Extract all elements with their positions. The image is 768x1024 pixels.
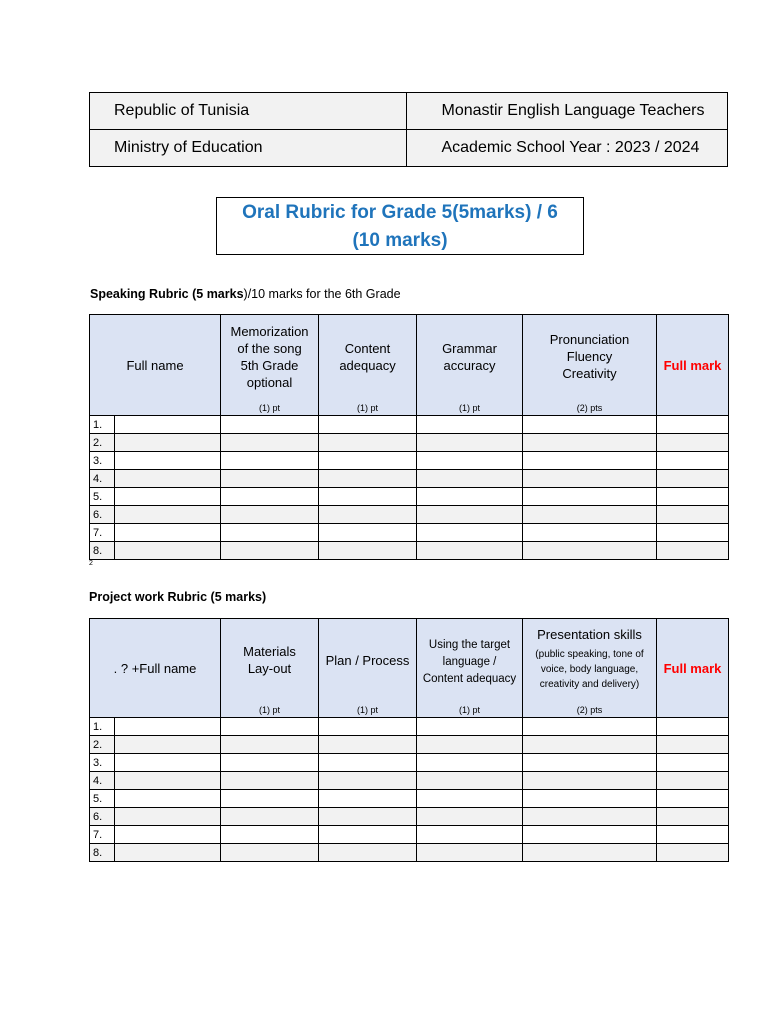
- row-number: 8.: [90, 542, 115, 560]
- score-cell[interactable]: [417, 754, 523, 772]
- score-cell[interactable]: [221, 506, 319, 524]
- score-cell[interactable]: [657, 808, 729, 826]
- column-header-label: Fluency: [566, 349, 613, 364]
- table-row: [90, 506, 729, 524]
- speaking-heading-bold: Speaking Rubric (5 marks: [90, 287, 244, 301]
- points-label: (1) pt: [356, 705, 378, 715]
- column-header-label: Content adequacy: [422, 673, 517, 685]
- score-cell[interactable]: [221, 434, 319, 452]
- header-row: [90, 93, 728, 130]
- score-cell[interactable]: [657, 452, 729, 470]
- score-cell[interactable]: [523, 736, 657, 754]
- points-label: (1) pt: [259, 403, 281, 413]
- table-row: [90, 754, 729, 772]
- title-line-2: (10 marks): [352, 230, 448, 251]
- score-cell[interactable]: [523, 790, 657, 808]
- points-label: (1) pt: [459, 403, 481, 413]
- country-cell: Republic of Tunisia: [90, 93, 407, 130]
- row-number: 3.: [90, 754, 115, 772]
- score-cell[interactable]: [115, 754, 221, 772]
- column-header-label: optional: [246, 375, 293, 390]
- score-cell[interactable]: [417, 736, 523, 754]
- score-cell[interactable]: [319, 790, 417, 808]
- row-number: 1.: [90, 416, 115, 434]
- column-header-label: Plan / Process: [325, 653, 410, 668]
- col-materials: [221, 619, 319, 718]
- project-rubric-heading: Project work Rubric (5 marks): [89, 590, 267, 604]
- score-cell[interactable]: [221, 416, 319, 434]
- score-cell[interactable]: [115, 470, 221, 488]
- score-cell[interactable]: [523, 718, 657, 736]
- score-cell[interactable]: [221, 808, 319, 826]
- score-cell[interactable]: [319, 470, 417, 488]
- column-header-label: Full name: [126, 357, 184, 373]
- score-cell[interactable]: [221, 452, 319, 470]
- column-header-label: language /: [442, 656, 497, 668]
- row-number: 1.: [90, 718, 115, 736]
- col-full-name: [90, 619, 221, 718]
- row-number: 5.: [90, 488, 115, 506]
- points-label: (1) pt: [357, 403, 379, 413]
- score-cell[interactable]: [523, 844, 657, 862]
- score-cell[interactable]: [319, 772, 417, 790]
- score-cell[interactable]: [115, 772, 221, 790]
- table-row: [90, 736, 729, 754]
- score-cell[interactable]: [221, 826, 319, 844]
- score-cell[interactable]: [523, 416, 657, 434]
- score-cell[interactable]: [115, 844, 221, 862]
- score-cell[interactable]: [115, 826, 221, 844]
- score-cell[interactable]: [319, 718, 417, 736]
- score-cell[interactable]: [221, 542, 319, 560]
- score-cell[interactable]: [221, 736, 319, 754]
- table-row: [90, 808, 729, 826]
- score-cell[interactable]: [417, 542, 523, 560]
- column-header-label: accuracy: [443, 358, 496, 373]
- score-cell[interactable]: [115, 506, 221, 524]
- project-rubric-table: [89, 618, 729, 862]
- col-full-mark: Full mark: [657, 619, 729, 718]
- score-cell[interactable]: [221, 470, 319, 488]
- score-cell[interactable]: [221, 524, 319, 542]
- column-header-label: creativity and delivery): [539, 679, 640, 690]
- column-header-label: Grammar: [442, 341, 497, 356]
- row-number: 2.: [90, 434, 115, 452]
- score-cell[interactable]: [417, 416, 523, 434]
- points-label: (2) pts: [576, 705, 603, 715]
- score-cell[interactable]: [657, 542, 729, 560]
- score-cell[interactable]: [319, 736, 417, 754]
- score-cell[interactable]: [657, 772, 729, 790]
- col-grammar-accuracy: [417, 315, 523, 416]
- score-cell[interactable]: [319, 542, 417, 560]
- score-cell[interactable]: [523, 542, 657, 560]
- school-year-cell: Academic School Year : 2023 / 2024: [407, 130, 728, 167]
- score-cell[interactable]: [417, 808, 523, 826]
- column-header-label: Presentation skills: [537, 627, 642, 642]
- score-cell[interactable]: [523, 826, 657, 844]
- table-row: [90, 416, 729, 434]
- score-cell[interactable]: [523, 524, 657, 542]
- score-cell[interactable]: [657, 718, 729, 736]
- organization-cell: Monastir English Language Teachers: [407, 93, 728, 130]
- document-title: [216, 197, 584, 255]
- score-cell[interactable]: [523, 772, 657, 790]
- score-cell[interactable]: [657, 416, 729, 434]
- row-number: 6.: [90, 506, 115, 524]
- table-row: [90, 470, 729, 488]
- score-cell[interactable]: [523, 506, 657, 524]
- table-row: [90, 790, 729, 808]
- score-cell[interactable]: [657, 790, 729, 808]
- table-row: [90, 826, 729, 844]
- score-cell[interactable]: [319, 506, 417, 524]
- col-full-name: [90, 315, 221, 416]
- column-header-label: voice, body language,: [540, 664, 639, 675]
- score-cell[interactable]: [221, 790, 319, 808]
- score-cell[interactable]: [319, 434, 417, 452]
- score-cell[interactable]: [417, 844, 523, 862]
- score-cell[interactable]: [221, 488, 319, 506]
- score-cell[interactable]: [319, 826, 417, 844]
- row-number: 5.: [90, 790, 115, 808]
- row-number: 7.: [90, 524, 115, 542]
- column-header-label: Memorization: [230, 324, 309, 339]
- row-number: 3.: [90, 452, 115, 470]
- column-header-label: Creativity: [562, 366, 617, 381]
- score-cell[interactable]: [319, 754, 417, 772]
- column-header-label: Content: [344, 341, 391, 356]
- score-cell[interactable]: [417, 506, 523, 524]
- score-cell[interactable]: [523, 434, 657, 452]
- speaking-header-row: [90, 315, 729, 416]
- score-cell[interactable]: [523, 488, 657, 506]
- score-cell[interactable]: [115, 434, 221, 452]
- header-row: [90, 130, 728, 167]
- score-cell[interactable]: [221, 844, 319, 862]
- column-header-label: adequacy: [339, 358, 396, 373]
- score-cell[interactable]: [657, 736, 729, 754]
- title-line-1: Oral Rubric for Grade 5(5marks) / 6: [242, 202, 558, 223]
- row-number: 7.: [90, 826, 115, 844]
- row-number: 4.: [90, 772, 115, 790]
- table-row: [90, 452, 729, 470]
- score-cell[interactable]: [221, 718, 319, 736]
- column-header-label: (public speaking, tone of: [535, 649, 644, 660]
- score-cell[interactable]: [115, 524, 221, 542]
- score-cell[interactable]: [319, 416, 417, 434]
- score-cell[interactable]: [319, 808, 417, 826]
- col-memorization: [221, 315, 319, 416]
- column-header-label: . ? +Full name: [113, 660, 197, 676]
- score-cell[interactable]: [417, 452, 523, 470]
- score-cell[interactable]: [221, 772, 319, 790]
- col-target-language: [417, 619, 523, 718]
- col-pronunciation: [523, 315, 657, 416]
- project-header-row: [90, 619, 729, 718]
- score-cell[interactable]: [417, 434, 523, 452]
- score-cell[interactable]: [657, 826, 729, 844]
- score-cell[interactable]: [657, 434, 729, 452]
- score-cell[interactable]: [657, 488, 729, 506]
- score-cell[interactable]: [657, 470, 729, 488]
- table-row: [90, 488, 729, 506]
- speaking-rubric-heading: [90, 287, 401, 301]
- score-cell[interactable]: [523, 452, 657, 470]
- header-info-table: [89, 92, 728, 167]
- score-cell[interactable]: [115, 416, 221, 434]
- footnote-marker: 2: [89, 560, 93, 567]
- col-full-mark: Full mark: [657, 315, 729, 416]
- score-cell[interactable]: [221, 754, 319, 772]
- score-cell[interactable]: [523, 808, 657, 826]
- points-label: (2) pts: [576, 403, 603, 413]
- col-presentation-skills: [523, 619, 657, 718]
- score-cell[interactable]: [417, 772, 523, 790]
- table-row: [90, 542, 729, 560]
- score-cell[interactable]: [115, 736, 221, 754]
- table-row: [90, 434, 729, 452]
- row-number: 2.: [90, 736, 115, 754]
- score-cell[interactable]: [319, 524, 417, 542]
- score-cell[interactable]: [115, 808, 221, 826]
- row-number: 8.: [90, 844, 115, 862]
- points-label: (1) pt: [258, 705, 280, 715]
- column-header-label: of the song: [237, 341, 302, 356]
- row-number: 4.: [90, 470, 115, 488]
- score-cell[interactable]: [115, 718, 221, 736]
- score-cell[interactable]: [417, 488, 523, 506]
- column-header-label: Materials: [243, 644, 296, 659]
- score-cell[interactable]: [523, 470, 657, 488]
- ministry-cell: Ministry of Education: [90, 130, 407, 167]
- score-cell[interactable]: [417, 524, 523, 542]
- column-header-label: Using the target: [428, 639, 511, 651]
- column-header-label: 5th Grade: [240, 358, 299, 373]
- score-cell[interactable]: [417, 470, 523, 488]
- col-plan-process: [319, 619, 417, 718]
- column-header-label: Pronunciation: [549, 332, 630, 347]
- col-content-adequacy: [319, 315, 417, 416]
- score-cell[interactable]: [657, 844, 729, 862]
- score-cell[interactable]: [115, 488, 221, 506]
- points-label: (1) pt: [458, 705, 480, 715]
- score-cell[interactable]: [319, 488, 417, 506]
- score-cell[interactable]: [417, 718, 523, 736]
- table-row: [90, 772, 729, 790]
- score-cell[interactable]: [319, 844, 417, 862]
- score-cell[interactable]: [657, 506, 729, 524]
- table-row: [90, 524, 729, 542]
- score-cell[interactable]: [657, 524, 729, 542]
- speaking-heading-rest: )/10 marks for the 6th Grade: [243, 287, 401, 301]
- score-cell[interactable]: [417, 826, 523, 844]
- score-cell[interactable]: [417, 790, 523, 808]
- table-row: [90, 844, 729, 862]
- score-cell[interactable]: [115, 452, 221, 470]
- column-header-label: Lay-out: [247, 661, 292, 676]
- score-cell[interactable]: [115, 542, 221, 560]
- table-row: [90, 718, 729, 736]
- score-cell[interactable]: [657, 754, 729, 772]
- row-number: 6.: [90, 808, 115, 826]
- speaking-rubric-table: [89, 314, 729, 560]
- score-cell[interactable]: [523, 754, 657, 772]
- score-cell[interactable]: [319, 452, 417, 470]
- score-cell[interactable]: [115, 790, 221, 808]
